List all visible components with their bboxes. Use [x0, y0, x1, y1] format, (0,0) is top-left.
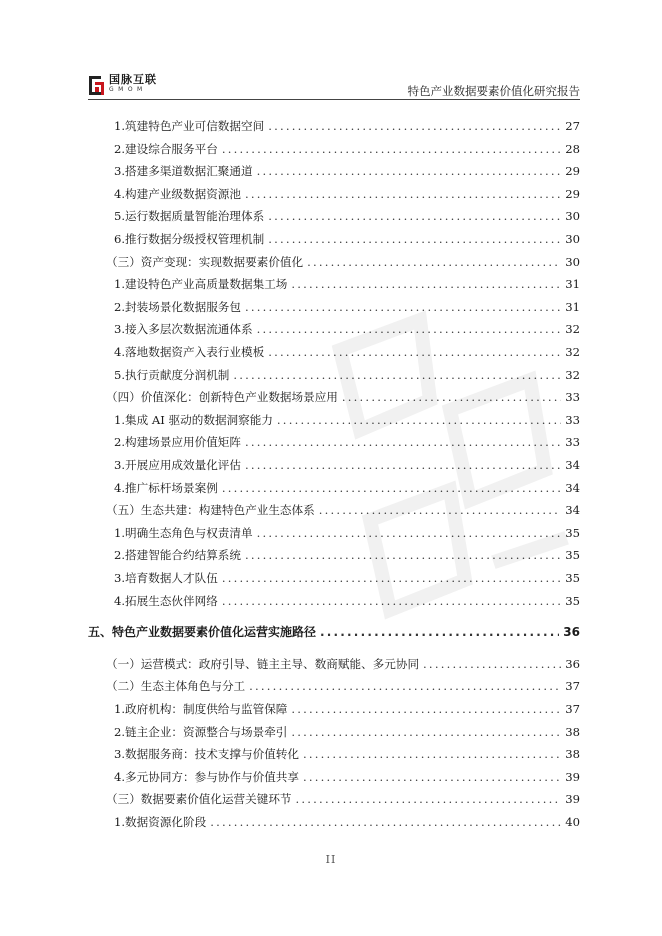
toc-leader-dots — [257, 319, 562, 339]
toc-entry-page-number: 29 — [565, 164, 580, 179]
toc-subsection-entry[interactable] — [88, 161, 580, 181]
toc-entry-title: （二）生态主体角色与分工 — [106, 679, 246, 694]
toc-subsection-entry[interactable] — [88, 591, 580, 611]
toc-leader-dots — [307, 252, 561, 272]
toc-leader-dots — [268, 342, 561, 362]
toc-entry-page-number: 35 — [565, 548, 580, 563]
toc-subsection-entry[interactable] — [88, 229, 580, 249]
toc-subsection-entry[interactable] — [88, 116, 580, 136]
toc-subsection-entry[interactable] — [88, 455, 580, 475]
toc-leader-dots — [245, 455, 561, 475]
toc-entry-page-number: 34 — [565, 458, 580, 472]
header-divider — [88, 99, 580, 100]
toc-entry-page-number: 28 — [565, 141, 580, 156]
toc-entry-title: 2.链主企业：资源整合与场景牵引 — [114, 724, 288, 739]
toc-subsection-entry[interactable] — [88, 545, 580, 565]
toc-entry-title: 4.构建产业级数据资源池 — [114, 186, 241, 201]
toc-leader-dots — [303, 767, 561, 787]
toc-entry-page-number: 35 — [565, 525, 580, 540]
toc-subsection-entry[interactable] — [88, 206, 580, 226]
toc-entry-page-number: 33 — [565, 412, 580, 427]
toc-leader-dots — [245, 297, 561, 317]
toc-subsection-entry[interactable] — [88, 478, 580, 498]
toc-entry-page-number: 34 — [565, 503, 580, 518]
toc-subsection-entry[interactable] — [88, 365, 580, 385]
toc-entry-page-number: 30 — [565, 232, 580, 246]
toc-leader-dots — [291, 699, 561, 719]
toc-leader-dots — [222, 591, 561, 611]
toc-leader-dots — [245, 184, 561, 204]
toc-leader-dots — [423, 654, 561, 674]
toc-entry-title: 1.政府机构：制度供给与监管保障 — [114, 702, 288, 716]
toc-entry-title: （四）价值深化：创新特色产业数据场景应用 — [106, 390, 338, 405]
toc-entry-page-number: 32 — [565, 322, 580, 337]
toc-entry-page-number: 30 — [565, 254, 580, 269]
toc-entry-title: 2.封装场景化数据服务包 — [114, 299, 241, 314]
toc-entry-title: 5.执行贡献度分润机制 — [114, 367, 230, 382]
toc-entry-page-number: 36 — [565, 656, 580, 671]
toc-entry-title: 4.多元协同方：参与协作与价值共享 — [114, 769, 299, 784]
toc-subsection-entry[interactable] — [88, 812, 580, 832]
toc-leader-dots — [342, 387, 561, 407]
toc-entry-title: 3.数据服务商：技术支撑与价值转化 — [114, 747, 299, 762]
toc-section-entry[interactable] — [88, 252, 580, 272]
toc-entry-title: 6.推行数据分级授权管理机制 — [114, 232, 265, 246]
toc-leader-dots — [222, 568, 561, 588]
toc-entry-title: 4.推广标杆场景案例 — [114, 480, 218, 495]
logo-english-name: GMOM — [109, 86, 147, 93]
toc-subsection-entry[interactable] — [88, 139, 580, 159]
toc-entry-title: 3.搭建多渠道数据汇聚通道 — [114, 164, 253, 179]
toc-entry-title: 1.筑建特色产业可信数据空间 — [114, 119, 265, 133]
toc-subsection-entry[interactable] — [88, 744, 580, 764]
toc-entry-title: 五、特色产业数据要素价值化运营实施路径 — [88, 625, 317, 640]
toc-leader-dots — [268, 206, 561, 226]
toc-entry-page-number: 31 — [565, 277, 580, 292]
toc-entry-page-number: 33 — [565, 390, 580, 405]
toc-leader-dots — [245, 432, 561, 452]
toc-leader-dots — [277, 410, 561, 430]
toc-entry-page-number: 31 — [565, 299, 580, 314]
toc-entry-title: 4.拓展生态伙伴网络 — [114, 593, 218, 608]
toc-section-entry[interactable] — [88, 500, 580, 520]
report-title: 特色产业数据要素价值化研究报告 — [407, 84, 580, 98]
toc-leader-dots — [268, 116, 561, 136]
toc-subsection-entry[interactable] — [88, 410, 580, 430]
toc-subsection-entry[interactable] — [88, 523, 580, 543]
logo-chinese-name: 国脉互联 — [109, 73, 157, 86]
toc-leader-dots — [268, 229, 561, 249]
toc-entry-page-number: 39 — [565, 792, 580, 807]
toc-entry-page-number: 33 — [565, 435, 580, 450]
toc-section-entry[interactable] — [88, 676, 580, 696]
toc-subsection-entry[interactable] — [88, 184, 580, 204]
toc-leader-dots — [257, 523, 562, 543]
toc-subsection-entry[interactable] — [88, 699, 580, 719]
toc-entry-title: 5.运行数据质量智能治理体系 — [114, 209, 265, 224]
toc-leader-dots — [249, 676, 561, 696]
toc-subsection-entry[interactable] — [88, 568, 580, 588]
logo-mark-icon — [88, 75, 105, 96]
toc-entry-title: 4.落地数据资产入表行业模板 — [114, 345, 265, 359]
toc-leader-dots — [303, 744, 561, 764]
toc-leader-dots — [222, 139, 561, 159]
toc-entry-title: 1.数据资源化阶段 — [114, 815, 207, 829]
page-number: II — [325, 853, 337, 866]
toc-entry-title: 2.搭建智能合约结算系统 — [114, 548, 241, 563]
toc-entry-page-number: 34 — [565, 480, 580, 495]
toc-entry-title: 2.建设综合服务平台 — [114, 141, 218, 156]
toc-entry-page-number: 35 — [565, 571, 580, 585]
toc-entry-page-number: 35 — [565, 593, 580, 608]
toc-entry-title: 3.接入多层次数据流通体系 — [114, 322, 253, 337]
toc-leader-dots — [320, 622, 559, 642]
toc-leader-dots — [257, 161, 562, 181]
toc-subsection-entry[interactable] — [88, 297, 580, 317]
toc-entry-title: （五）生态共建：构建特色产业生态体系 — [106, 503, 315, 518]
toc-section-entry[interactable] — [88, 789, 580, 809]
toc-entry-page-number: 29 — [565, 186, 580, 201]
toc-entry-title: 3.培育数据人才队伍 — [114, 571, 218, 585]
toc-subsection-entry[interactable] — [88, 342, 580, 362]
toc-subsection-entry[interactable] — [88, 767, 580, 787]
toc-subsection-entry[interactable] — [88, 274, 580, 294]
toc-entry-page-number: 32 — [565, 345, 580, 359]
toc-leader-dots — [319, 500, 562, 520]
toc-entry-title: 1.建设特色产业高质量数据集工场 — [114, 277, 288, 292]
toc-section-entry[interactable] — [88, 387, 580, 407]
toc-leader-dots — [210, 812, 561, 832]
toc-entry-page-number: 32 — [565, 367, 580, 382]
toc-entry-title: （三）资产变现：实现数据要素价值化 — [106, 254, 304, 269]
toc-entry-page-number: 39 — [565, 769, 580, 784]
toc-leader-dots — [291, 722, 561, 742]
toc-entry-page-number: 27 — [565, 119, 580, 133]
toc-chapter-entry[interactable] — [88, 622, 580, 642]
toc-subsection-entry[interactable] — [88, 722, 580, 742]
toc-subsection-entry[interactable] — [88, 319, 580, 339]
toc-entry-page-number: 37 — [565, 679, 580, 694]
toc-entry-title: （三）数据要素价值化运营关键环节 — [106, 792, 292, 807]
toc-leader-dots — [291, 274, 561, 294]
toc-entry-page-number: 37 — [565, 702, 580, 716]
toc-entry-page-number: 36 — [563, 625, 580, 640]
toc-entry-title: 1.集成 AI 驱动的数据洞察能力 — [114, 412, 273, 427]
toc-leader-dots — [245, 545, 561, 565]
toc-section-entry[interactable] — [88, 654, 580, 674]
toc-leader-dots — [296, 789, 562, 809]
toc-entry-title: （一）运营模式：政府引导、链主主导、数商赋能、多元协同 — [106, 656, 420, 671]
toc-entry-page-number: 38 — [565, 724, 580, 739]
company-logo — [88, 74, 157, 100]
toc-leader-dots — [233, 365, 561, 385]
toc-leader-dots — [222, 478, 561, 498]
toc-entry-title: 2.构建场景应用价值矩阵 — [114, 435, 241, 450]
toc-entry-title: 3.开展应用成效量化评估 — [114, 458, 241, 472]
toc-entry-page-number: 38 — [565, 747, 580, 762]
page-header — [88, 74, 580, 100]
toc-entry-page-number: 30 — [565, 209, 580, 224]
toc-entry-title: 1.明确生态角色与权责清单 — [114, 525, 253, 540]
toc-entry-page-number: 40 — [565, 815, 580, 829]
toc-subsection-entry[interactable] — [88, 432, 580, 452]
